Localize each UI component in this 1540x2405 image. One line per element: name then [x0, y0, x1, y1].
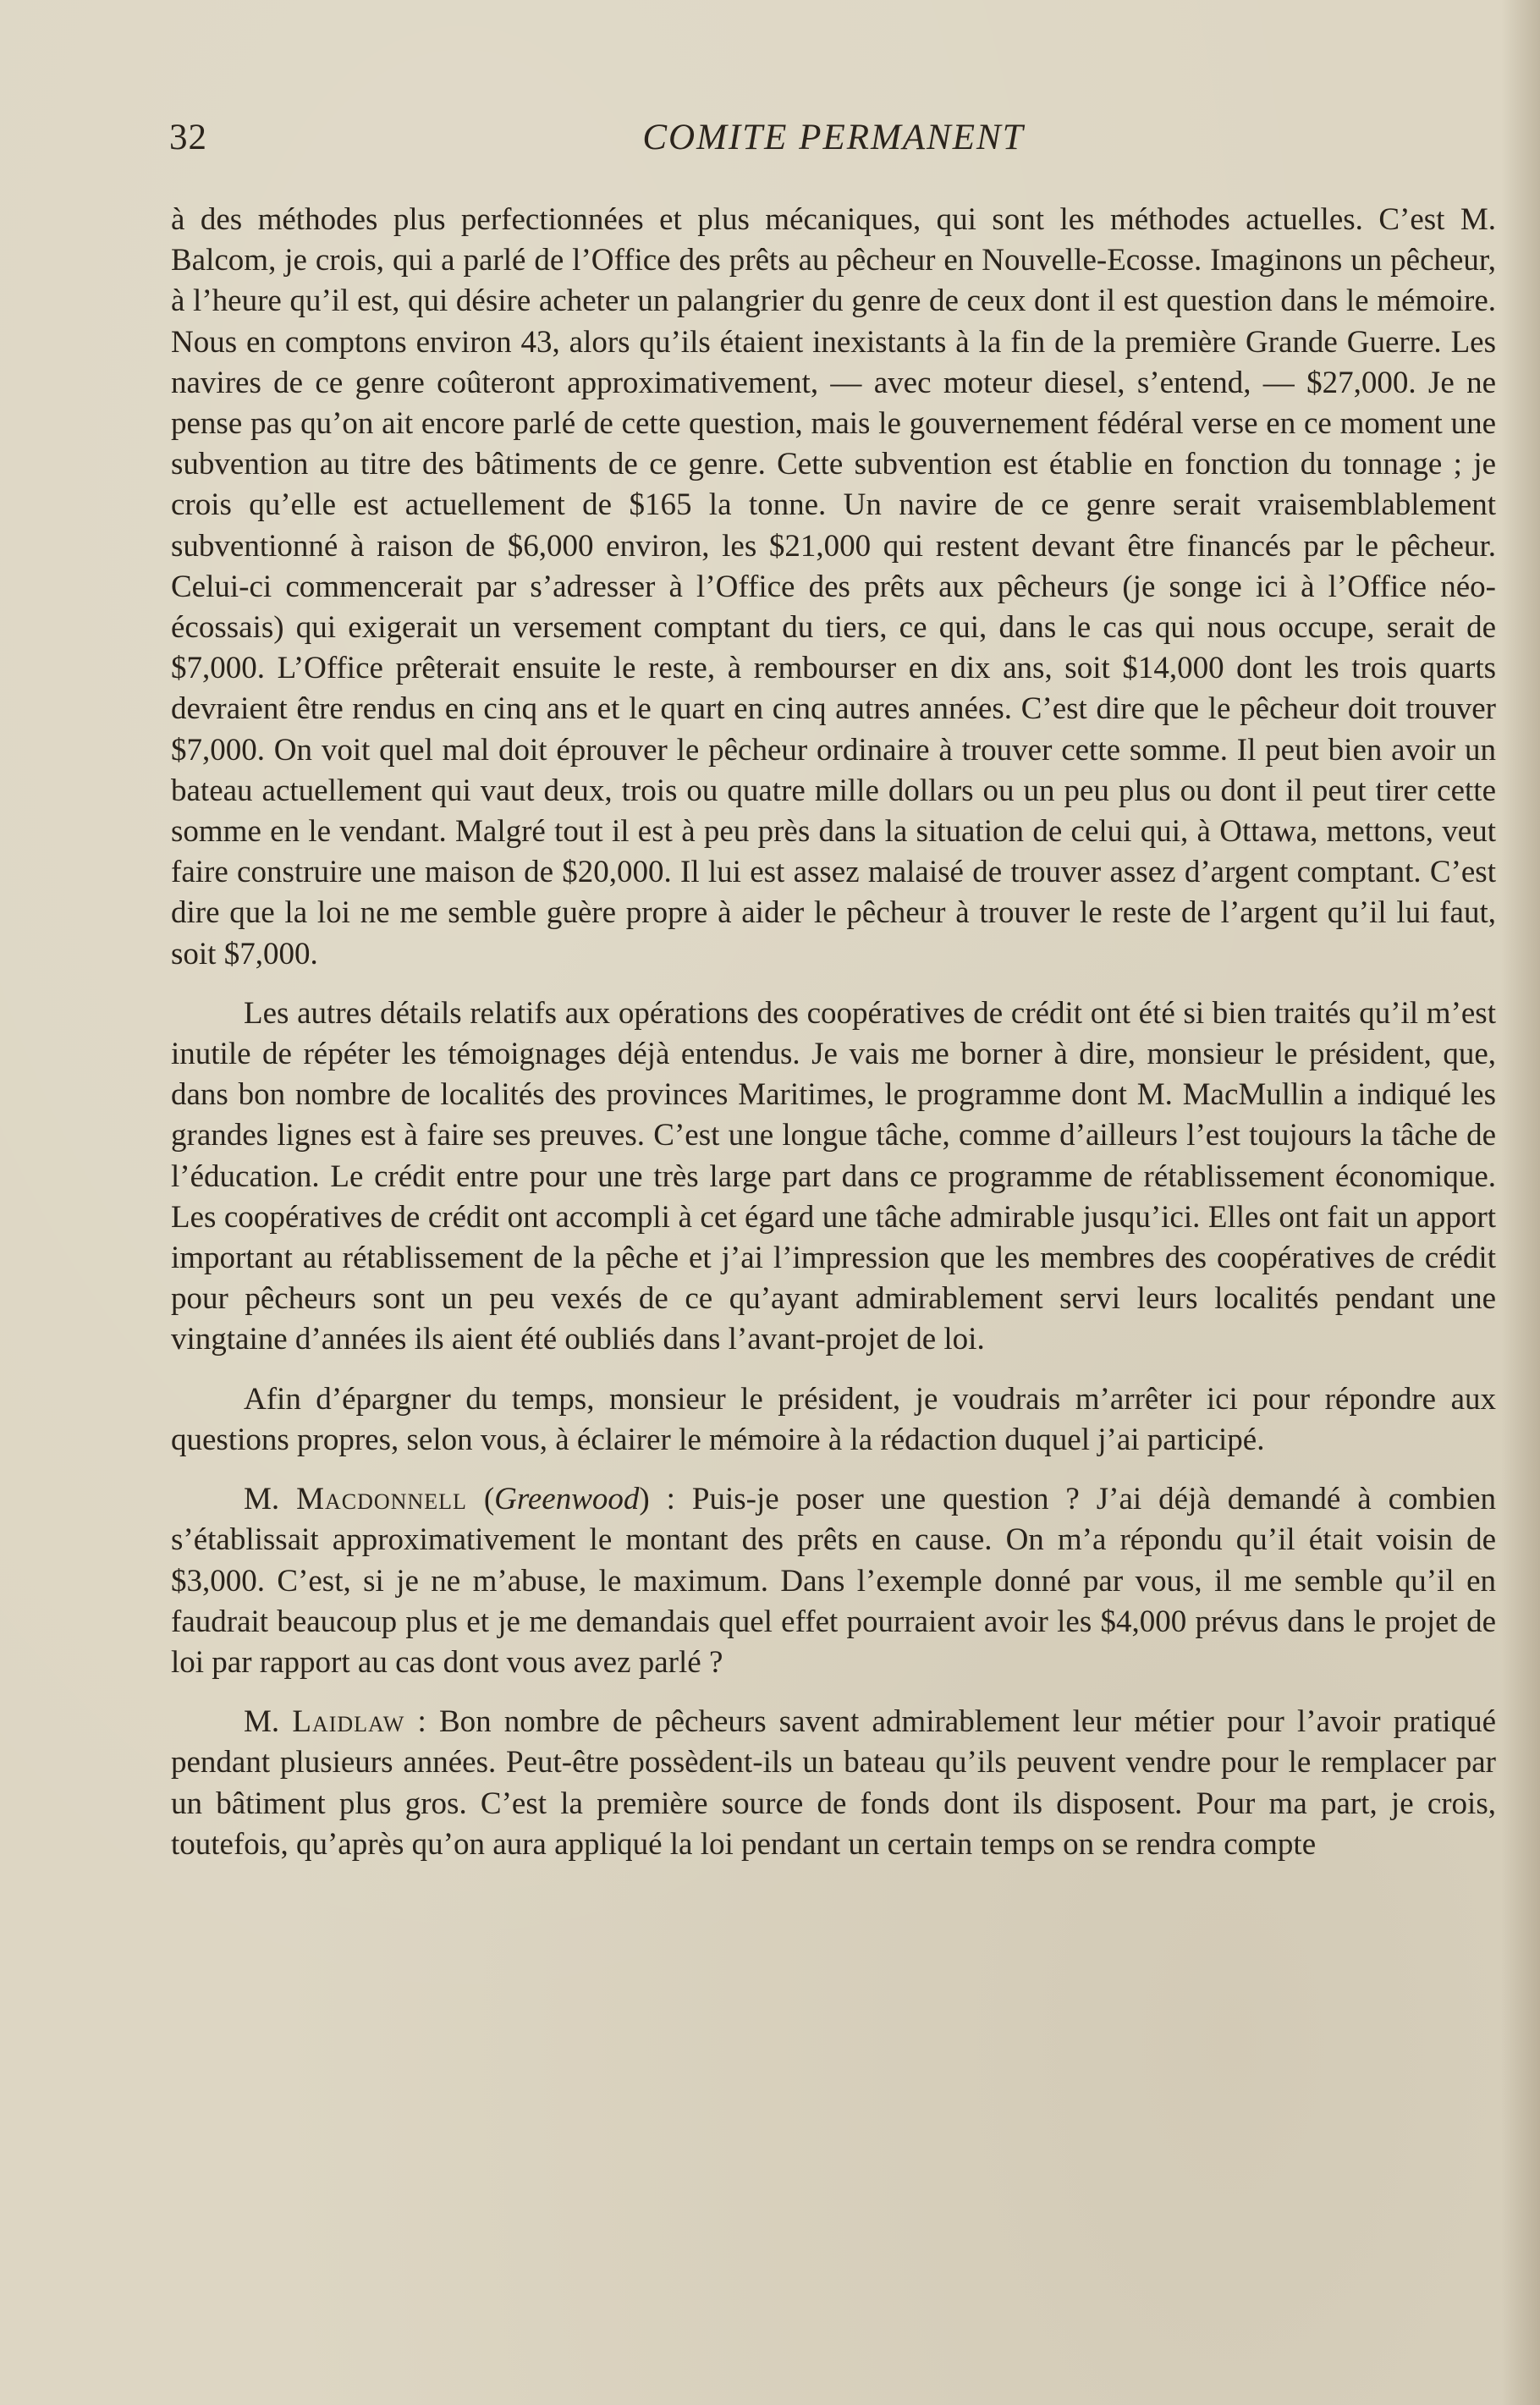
riding-close: ) : [639, 1482, 692, 1517]
speaker-riding: Greenwood [494, 1482, 640, 1517]
answer-text: Bon nombre de pêcheurs savent admirablement leur métier pour l’avoir pratiqué pendant plusieurs années. Peut-être possèdent-ils un bateau qu’ils peuvent vendre pour le remplacer par un bâtiment plus gros. C’est la première source de fonds dont ils disposent. Pour ma part, je crois, toutefois, qu’après qu’on aura appliqué la loi pendant un certain temps on se rendra compte [171, 1704, 1497, 1862]
page-header [169, 117, 1498, 168]
page-number: 32 [169, 118, 207, 157]
speaker-prefix: M. [244, 1704, 293, 1740]
paragraph-3: Afin d’épargner du temps, monsieur le président, je voudrais m’arrêter ici pour répondre aux questions propres, selon vous, à éclairer le mémoire à la rédaction duquel j’ai participé. [171, 1381, 1496, 1457]
paragraph-5-answer [171, 1702, 1496, 1865]
riding-open: ( [466, 1482, 495, 1517]
paragraph-4-question [171, 1479, 1496, 1683]
question-text: Puis-je poser une question ? J’ai déjà demandé à combien s’établissait approximativement le montant des prêts en cause. On m’a répondu qu’il était voisin de $3,000. C’est, si je ne m’abuse, le maximum. Dans l’exemple donné par vous, il me semble qu’il en faudrait beaucoup plus et je me demandais quel effet pourraient avoir les $4,000 prévus dans le projet de loi par rapport au cas dont vous avez parlé ? [171, 1482, 1496, 1680]
page-edge-shadow [1501, 0, 1540, 2405]
speaker-prefix: M. [244, 1482, 297, 1517]
running-title: COMITE PERMANENT [642, 118, 1025, 157]
speaker-colon: : [404, 1704, 439, 1740]
body-text [171, 200, 1496, 1865]
speaker-name-macdonnell: Macdonnell [296, 1482, 467, 1517]
paragraph-2: Les autres détails relatifs aux opérations des coopératives de crédit ont été si bien traités qu’il m’est inutile de répéter les témoignages déjà entendus. Je vais me borner à dire, monsieur le président, que, dans bon nombre de localités des provinces Maritimes, le programme dont M. MacMullin a indiqué les grandes lignes est à faire ses preuves. C’est une longue tâche, comme d’ailleurs l’est toujours la tâche de l’éducation. Le crédit entre pour une très large part dans ce programme de rétablissement économique. Les coopératives de crédit ont accompli à cet égard une tâche admirable jusqu’ici. Elles ont fait un apport important au rétablissement de la pêche et j’ai l’impression que les membres des coopératives de crédit pour pêcheurs sont un peu vexés de ce qu’ayant admirablement servi leurs localités pendant une vingtaine d’années ils aient été oubliés dans l’avant-projet de loi. [171, 995, 1496, 1357]
speaker-name-laidlaw: Laidlaw [292, 1704, 405, 1740]
paragraph-1: à des méthodes plus perfectionnées et plus mécaniques, qui sont les méthodes actuelles. C’est M. Balcom, je crois, qui a parlé de l’Office des prêts au pêcheur en Nouvelle-Ecosse. Imaginons un pêcheur, à l’heure qu’il est, qui désire acheter un palangrier du genre de ceux dont il est question dans le mémoire. Nous en comptons environ 43, alors qu’ils étaient inexistants à la fin de la première Grande Guerre. Les navires de ce genre coûteront approximativement, — avec moteur diesel, s’entend, — $27,000. Je ne pense pas qu’on ait encore parlé de cette question, mais le gouvernement fédéral verse en ce moment une subvention au titre des bâtiments de ce genre. Cette subvention est établie en fonction du tonnage ; je crois qu’elle est actuellement de $165 la tonne. Un navire de ce genre serait vraisemblablement subventionné à raison de $6,000 environ, les $21,000 qui restent devant être financés par le pêcheur. Celui-ci commencerait par s’adresser à l’Office des prêts aux pêcheurs (je songe ici à l’Office néo-écossais) qui exigerait un versement comptant du tiers, ce qui, dans le cas qui nous occupe, serait de $7,000. L’Office prêterait ensuite le reste, à rembourser en dix ans, soit $14,000 dont les trois quarts devraient être rendus en cinq ans et le quart en cinq autres années. C’est dire que le pêcheur doit trouver $7,000. On voit quel mal doit éprouver le pêcheur ordinaire à trouver cette somme. Il peut bien avoir un bateau actuellement qui vaut deux, trois ou quatre mille dollars ou un peu plus ou dont il peut tirer cette somme en le vendant. Malgré tout il est à peu près dans la situation de celui qui, à Ottawa, mettons, veut faire construire une maison de $20,000. Il lui est assez malaisé de trouver assez d’argent comptant. C’est dire que la loi ne me semble guère propre à aider le pêcheur à trouver le reste de l’argent qu’il lui faut, soit $7,000. [171, 202, 1496, 971]
